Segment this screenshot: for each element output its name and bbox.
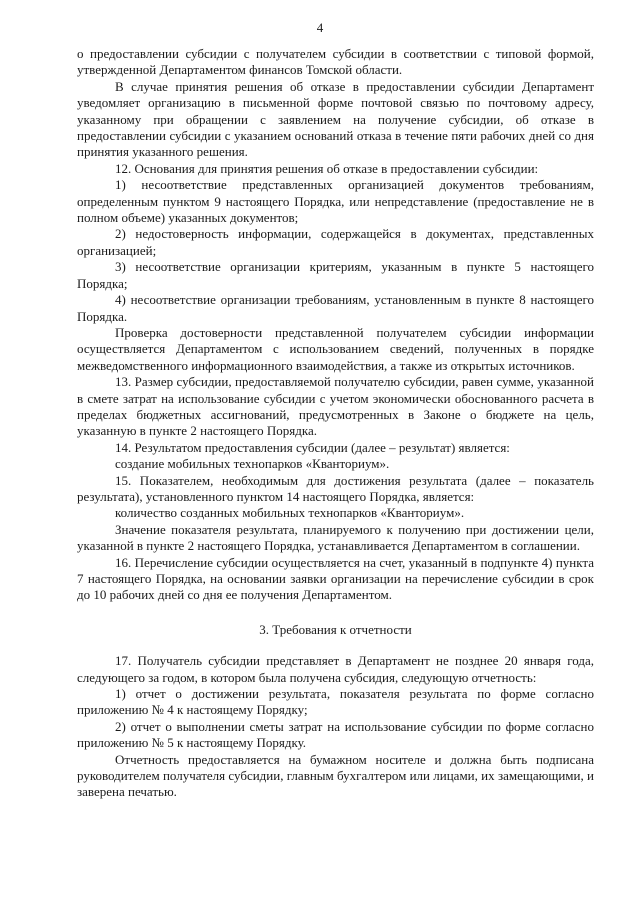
paragraph-item-12-3: 3) несоответствие организации критериям, указанным в пункте 5 настоящего Порядка; xyxy=(77,259,594,291)
paragraph-item-17: 17. Получатель субсидии представляет в Департамент не позднее 20 января года, следующего за годом, в котором была получена субсидия, следующую отчетность: xyxy=(77,653,594,685)
paragraph-item-13: 13. Размер субсидии, предоставляемой получателю субсидии, равен сумме, указанной в смете затрат на использование субсидии с учетом экономически обоснованного расчета в пределах бюджетных ассигнований, предусмотренных в Законе о бюджете на цель, указанную в пункте 2 настоящего Порядка. xyxy=(77,374,594,439)
paragraph-item-15-indicator: количество созданных мобильных технопарков «Кванториум». xyxy=(115,505,465,521)
paragraph-reporting-signature: Отчетность предоставляется на бумажном носителе и должна быть подписана руководителем получателя субсидии, главным бухгалтером или лицами, их замещающими, и заверена печатью. xyxy=(77,751,594,800)
paragraph-indicator-value: Значение показателя результата, планируемого к получению при достижении цели, указанной в пункте 2 настоящего Порядка, устанавливается Департаментом в соглашении. xyxy=(77,521,594,554)
paragraph-continuation: о предоставлении субсидии с получателем субсидии в соответствии с типовой формой, утвержденной Департаментом финансов Томской области. xyxy=(77,46,594,78)
paragraph-item-12-1: 1) несоответствие представленных организацией документов требованиям, определенным пунктом 9 настоящего Порядка, или непредставление (предоставление не в полном объеме) указанных документов; xyxy=(77,177,594,226)
paragraph-item-14-result: создание мобильных технопарков «Кванториум». xyxy=(115,456,390,472)
paragraph-refusal-notice: В случае принятия решения об отказе в предоставлении субсидии Департамент уведомляет организацию в письменной форме почтовой связью по почтовому адресу, указанному при обращении с заявлением на получение субсидии, об отказе в предоставлении субсидии с указанием оснований отказа в течение пяти рабочих дней со дня принятия указанного решения. xyxy=(77,78,594,160)
document-body xyxy=(77,46,594,801)
paragraph-item-17-2: 2) отчет о выполнении сметы затрат на использование субсидии по форме согласно приложению № 5 к настоящему Порядку. xyxy=(77,718,594,751)
paragraph-verification: Проверка достоверности представленной получателем субсидии информации осуществляется Департаментом с использованием сведений, полученных в порядке межведомственного информационного взаимодействия, а также из открытых источников. xyxy=(77,324,594,373)
paragraph-item-15: 15. Показателем, необходимым для достижения результата (далее – показатель результата), установленного пунктом 14 настоящего Порядка, является: xyxy=(77,472,594,504)
paragraph-item-12-4: 4) несоответствие организации требованиям, установленным в пункте 8 настоящего Порядка. xyxy=(77,292,594,324)
paragraph-item-12-2: 2) недостоверность информации, содержащейся в документах, представленных организацией; xyxy=(77,226,594,258)
page-number: 4 xyxy=(316,20,324,35)
paragraph-item-12: 12. Основания для принятия решения об отказе в предоставлении субсидии: xyxy=(115,160,539,176)
section-heading: 3. Требования к отчетности xyxy=(259,621,412,637)
paragraph-item-17-1: 1) отчет о достижении результата, показателя результата по форме согласно приложению № 4 к настоящему Порядку; xyxy=(77,686,594,718)
paragraph-item-14: 14. Результатом предоставления субсидии (далее – результат) является: xyxy=(115,439,510,455)
paragraph-item-16: 16. Перечисление субсидии осуществляется на счет, указанный в подпункте 4) пункта 7 настоящего Порядка, на основании заявки организации на перечисление субсидии в срок до 10 рабочих дней со дня ее получения Департаментом. xyxy=(77,554,594,603)
